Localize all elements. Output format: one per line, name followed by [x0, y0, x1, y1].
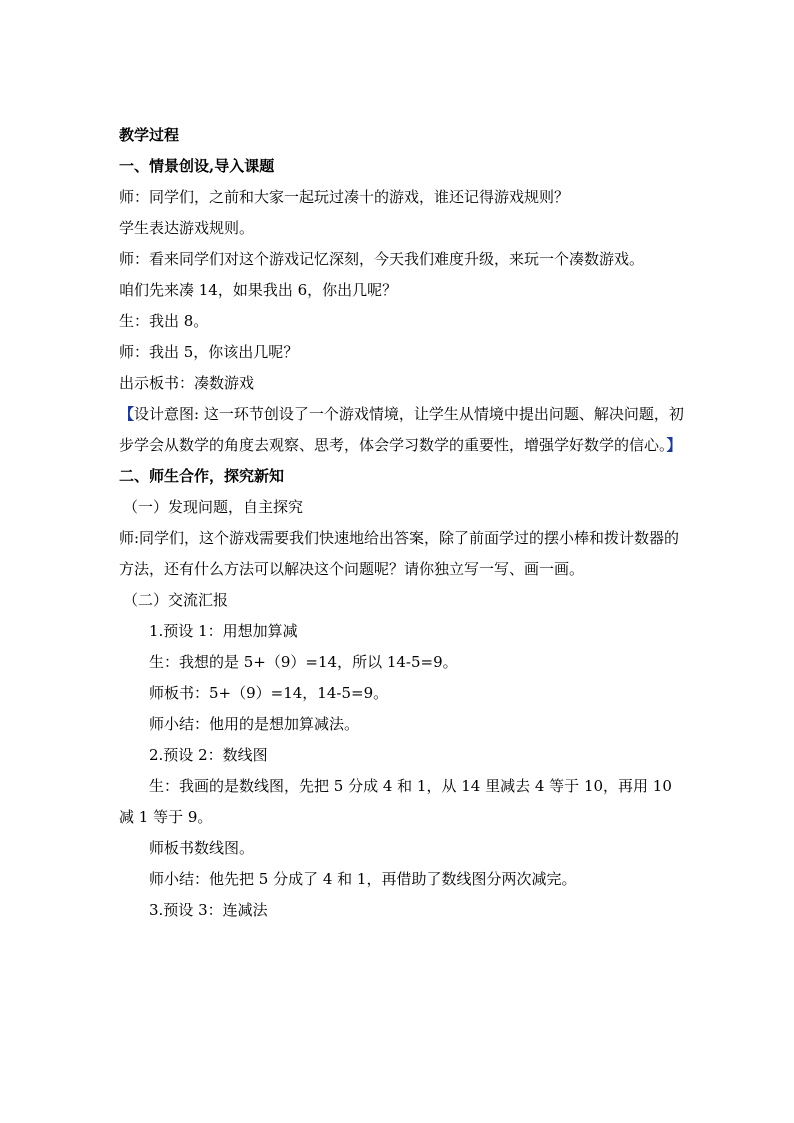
text-line: 生：我出 8。 [119, 312, 209, 330]
text-line: 咱们先来凑 14，如果我出 6，你出几呢？ [119, 281, 398, 299]
preset-line: 生：我想的是 5+（9）=14，所以 14-5=9。 [149, 653, 458, 671]
text-line: 师：我出 5，你该出几呢？ [119, 343, 299, 361]
text-line: 学生表达游戏规则。 [119, 219, 255, 237]
document-page [119, 120, 699, 926]
design-close-bracket: 】 [666, 436, 682, 454]
design-open-bracket: 【 [119, 405, 135, 423]
preset-line: 师小结：他用的是想加算减法。 [149, 715, 360, 733]
section-1-title: 一、情景创设,导入课题 [119, 157, 275, 175]
section-2-title: 二、师生合作，探究新知 [119, 467, 285, 485]
numberline-text: 生：我画的是数线图，先把 5 分成 4 和 1，从 14 里减去 4 等于 10，再用 10 减 1 等于 9。 [119, 777, 672, 826]
subsection-1-text: 师:同学们，这个游戏需要我们快速地给出答案，除了前面学过的摆小棒和拨计数器的方法，还有什么方法可以解决这个问题呢？请你独立写一写、画一画。 [119, 529, 680, 578]
text-line: 师：同学们，之前和大家一起玩过凑十的游戏，谁还记得游戏规则？ [119, 188, 570, 206]
subsection-1-title: （一）发现问题，自主探究 [123, 498, 304, 516]
design-intent [119, 399, 684, 461]
preset-line: 3.预设 3：连减法 [149, 901, 268, 919]
heading: 教学过程 [119, 126, 180, 144]
preset-line: 师板书：5+（9）=14，14-5=9。 [149, 684, 389, 702]
preset-line: 2.预设 2：数线图 [149, 746, 268, 764]
subsection-2-title: （二）交流汇报 [123, 591, 229, 609]
design-intent-text: 设计意图: 这一环节创设了一个游戏情境，让学生从情境中提出问题、解决问题，初步学会从数学的角度去观察、思考，体会学习数学的重要性，增强学好数学的信心。 [119, 405, 684, 454]
preset-line: 师小结：他先把 5 分成了 4 和 1，再借助了数线图分两次减完。 [149, 870, 577, 888]
text-line: 师：看来同学们对这个游戏记忆深刻，今天我们难度升级，来玩一个凑数游戏。 [119, 250, 645, 268]
text-line: 出示板书：凑数游戏 [119, 374, 255, 392]
preset-line: 师板书数线图。 [149, 839, 255, 857]
preset-line: 1.预设 1：用想加算减 [149, 622, 298, 640]
